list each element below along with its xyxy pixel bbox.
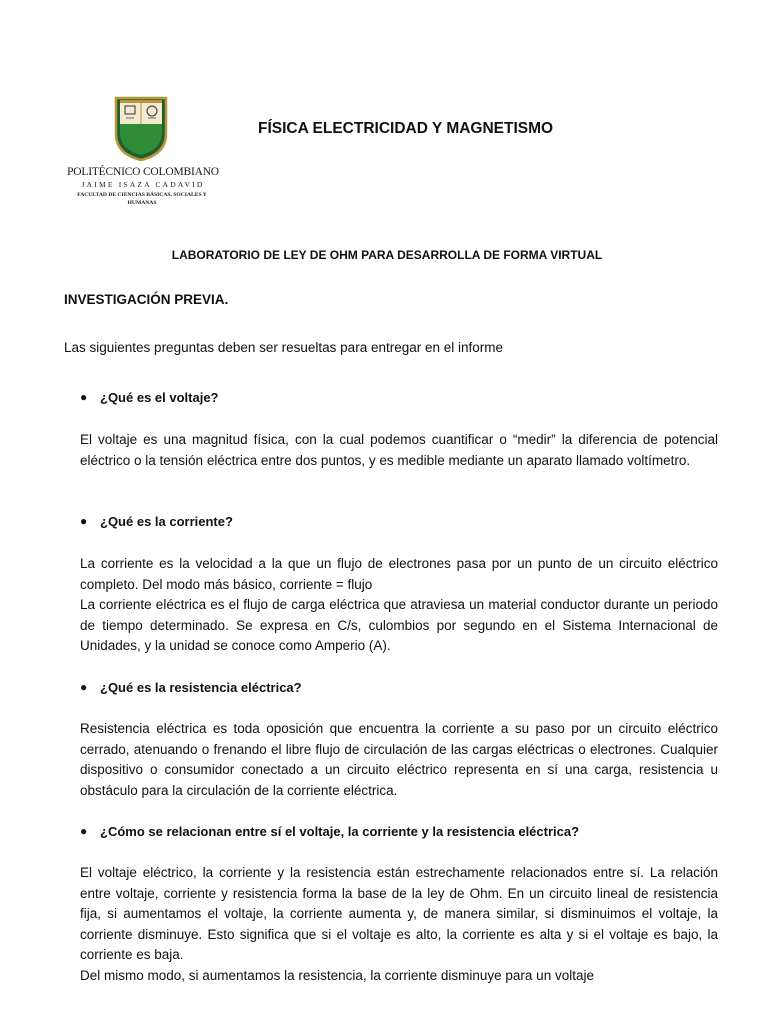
lab-title: LABORATORIO DE LEY DE OHM PARA DESARROLLA DE FORMA VIRTUAL [171,248,603,262]
bullet-icon: ● [80,824,88,838]
question-text: ¿Qué es la corriente? [100,514,233,529]
answer-paragraph [80,719,718,801]
bullet-icon: ● [80,390,88,404]
answer-text: El voltaje es una magnitud física, con la cual podemos cuantificar o “medir” la diferencia de potencial eléctrico o la tensión eléctrica entre dos puntos, y es medible mediante un aparato llamado voltímetro. [80,432,718,468]
answer-text: La corriente es la velocidad a la que un flujo de electrones pasa por un punto de un circuito eléctrico completo. Del modo más básico, corriente = flujo [80,556,718,592]
document-title: FÍSICA ELECTRICIDAD Y MAGNETISMO [258,120,554,137]
institution-subtitle: JAIME ISAZA CADAVID [81,180,205,189]
answer-paragraph [80,430,718,471]
answer-text: Resistencia eléctrica es toda oposición que encuentra la corriente a su paso por un circuito eléctrico cerrado, atenuando o frenando el libre flujo de circulación de las cargas eléctricas o electrones. Cualquier dispositivo o consumidor conectado a un circuito eléctrico representa en sí una carga, resistencia u obstáculo para la circulación de la corriente eléctrica. [80,721,718,798]
bullet-icon: ● [80,514,88,528]
question-text: ¿Qué es el voltaje? [100,390,219,405]
institution-name: POLITÉCNICO COLOMBIANO [67,166,219,178]
section-title: INVESTIGACIÓN PREVIA. [64,292,229,307]
answer-paragraph [80,863,718,986]
shield-crest-icon [114,96,168,162]
answer-paragraph [80,554,718,657]
question-text: ¿Qué es la resistencia eléctrica? [100,680,302,695]
answer-text: La corriente eléctrica es el flujo de carga eléctrica que atraviesa un material conductor durante un periodo de tiempo determinado. Se expresa en C/s, culombios por segundo en el Sistema Internacional de Unidades, y la unidad se conoce como Amperio (A). [80,597,718,653]
question-text: ¿Cómo se relacionan entre sí el voltaje, la corriente y la resistencia eléctrica? [100,824,580,839]
intro-text: Las siguientes preguntas deben ser resueltas para entregar en el informe [64,340,504,355]
answer-text: El voltaje eléctrico, la corriente y la resistencia están estrechamente relacionados entre sí. La relación entre voltaje, corriente y resistencia forma la base de la ley de Ohm. En un circuito lineal de resistencia fija, si aumentamos el voltaje, la corriente aumenta y, de manera similar, si disminuimos el voltaje, la corriente disminuye. Esto significa que si el voltaje es alto, la corriente es alta y si el voltaje es bajo, la corriente es baja. [80,865,718,962]
answer-text: Del mismo modo, si aumentamos la resistencia, la corriente disminuye para un voltaje [80,967,594,983]
bullet-icon: ● [80,680,88,694]
faculty-name: FACULTAD DE CIENCIAS BÁSICAS, SOCIALES Y HUMANAS [77,192,207,206]
institution-logo [62,96,224,218]
